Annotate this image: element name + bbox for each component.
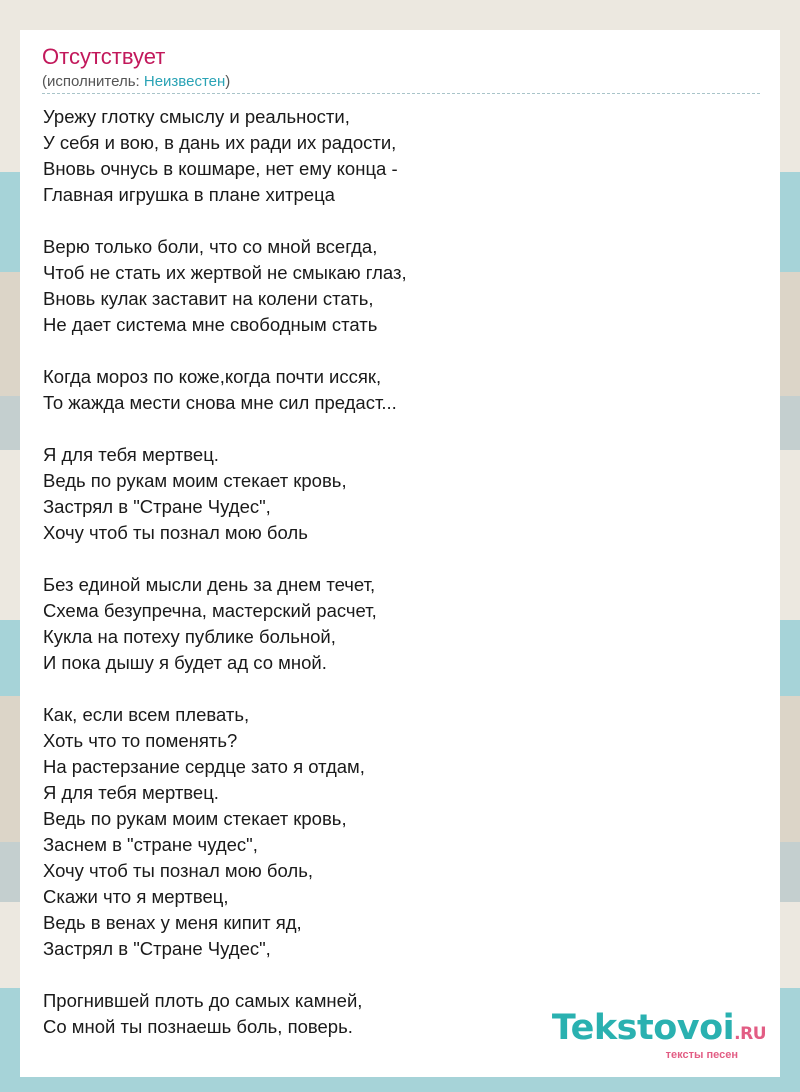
byline-suffix: )	[225, 73, 231, 90]
lyric-line: Кукла на потеху публике больной,	[43, 626, 336, 647]
lyric-line: Ведь в венах у меня кипит яд,	[43, 912, 302, 933]
logo-wordmark	[551, 1008, 766, 1051]
lyric-line: Ведь по рукам моим стекает кровь,	[43, 808, 347, 829]
lyric-line: Как, если всем плевать,	[43, 704, 250, 725]
lyric-line: Я для тебя мертвец.	[43, 782, 219, 803]
lyric-line: На растерзание сердце зато я отдам,	[43, 756, 365, 777]
lyric-line: Со мной ты познаешь боль, поверь.	[43, 1016, 353, 1037]
site-logo[interactable]	[551, 1008, 766, 1061]
lyric-line: Застрял в "Стране Чудес",	[43, 938, 271, 959]
lyric-line: Заснем в "стране чудес",	[43, 834, 258, 855]
lyric-line: Главная игрушка в плане хитреца	[43, 184, 335, 205]
lyric-line: Схема безупречна, мастерский расчет,	[43, 600, 377, 621]
byline-prefix: (исполнитель:	[42, 73, 144, 90]
logo-name: Tekstovoi	[551, 1008, 735, 1048]
lyric-line: Хочу чтоб ты познал мою боль,	[43, 860, 313, 881]
lyrics-stanza	[43, 234, 743, 338]
lyrics-stanza	[43, 442, 743, 546]
lyric-line: То жажда мести снова мне сил предаст...	[43, 392, 397, 413]
lyric-line: Чтоб не стать их жертвой не смыкаю глаз,	[43, 262, 407, 283]
lyrics-stanza	[43, 572, 743, 676]
song-header	[42, 44, 758, 92]
header-divider	[42, 93, 760, 94]
lyric-line: Вновь кулак заставит на колени стать,	[43, 288, 374, 309]
lyric-line: Хоть что то поменять?	[43, 730, 238, 751]
lyric-line: Хочу чтоб ты познал мою боль	[43, 522, 308, 543]
lyric-line: Ведь по рукам моим стекает кровь,	[43, 470, 347, 491]
lyric-line: Верю только боли, что со мной всегда,	[43, 236, 378, 257]
artist-link[interactable]: Неизвестен	[143, 73, 226, 90]
lyric-line: Когда мороз по коже,когда почти иссяк,	[43, 366, 382, 387]
logo-tagline: тексты песен	[665, 1049, 738, 1061]
song-title: Отсутствует	[42, 44, 166, 69]
lyric-line: У себя и вою, в дань их ради их радости,	[43, 132, 397, 153]
lyric-line: Не дает система мне свободным стать	[43, 314, 378, 335]
lyric-line: Урежу глотку смыслу и реальности,	[43, 106, 350, 127]
lyric-line: Без единой мысли день за днем течет,	[43, 574, 376, 595]
lyric-line: Прогнившей плоть до самых камней,	[43, 990, 363, 1011]
logo-tld: .RU	[734, 1024, 766, 1044]
lyrics-stanza	[43, 702, 743, 962]
artist-byline	[42, 72, 758, 92]
lyric-line: Вновь очнусь в кошмаре, нет ему конца -	[43, 158, 398, 179]
lyrics-stanza	[43, 364, 743, 416]
lyrics-card	[20, 30, 780, 1077]
lyric-line: Скажи что я мертвец,	[43, 886, 229, 907]
lyrics-stanza	[43, 104, 743, 208]
lyric-line: Застрял в "Стране Чудес",	[43, 496, 271, 517]
lyric-line: Я для тебя мертвец.	[43, 444, 219, 465]
lyric-line: И пока дышу я будет ад со мной.	[43, 652, 327, 673]
lyrics-body	[43, 104, 743, 1066]
